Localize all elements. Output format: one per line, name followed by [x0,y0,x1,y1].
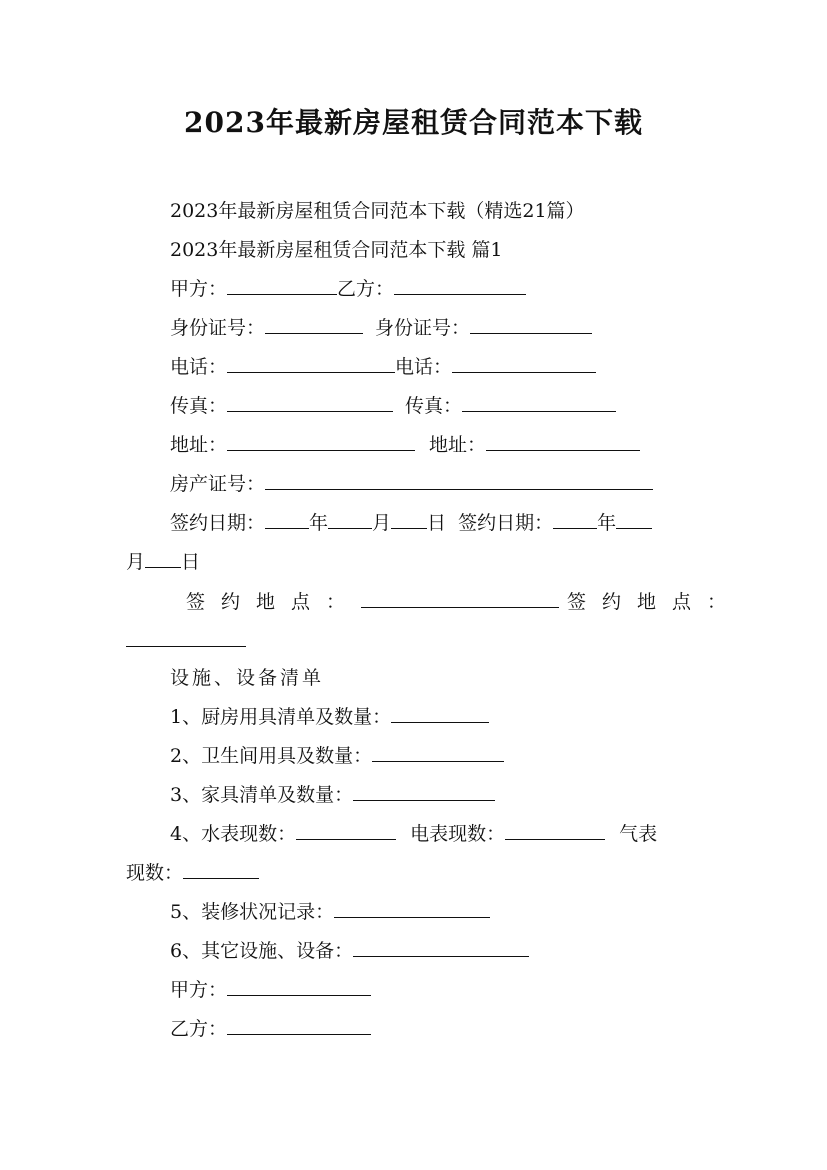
item-4-label: 4、水表现数： [170,823,297,845]
item-3-blank [353,782,495,801]
year-label-b: 年 [597,512,617,534]
phone-a-blank [227,354,395,373]
year-label: 年 [309,512,329,534]
addr-b-label: 地址： [429,434,487,456]
place-a-blank [361,589,559,608]
article-heading: 2023年最新房屋租赁合同范本下载 篇1 [170,239,503,261]
date-b-day-blank [145,549,181,568]
id-a-blank [265,315,363,334]
party-b-label: 乙方： [337,278,395,300]
addr-a-label: 地址： [170,434,228,456]
water-meter-blank [296,821,396,840]
phone-a-label: 电话： [170,356,228,378]
id-b-label: 身份证号： [375,317,471,339]
item-6-label: 6、其它设施、设备： [170,940,354,962]
fax-row [170,393,616,419]
sign-a-blank [227,977,371,996]
item-4-gas-label: 气表 [619,823,658,845]
item-5 [170,899,490,925]
gas-meter-blank [183,860,259,879]
month-label-b: 月 [126,551,146,573]
party-b-blank [394,276,526,295]
sign-b-label: 乙方： [170,1018,228,1040]
facilities-heading: 设施、设备清单 [170,667,325,689]
item-2 [170,743,504,769]
id-b-blank [470,315,592,334]
item-4-gas-label-cont: 现数： [126,862,184,884]
party-a-label: 甲方： [170,278,228,300]
date-a-month-blank [328,510,372,529]
item-4 [170,821,657,847]
electric-meter-blank [505,821,605,840]
deed-blank [265,471,653,490]
page-title: 2023年最新房屋租赁合同范本下载 [184,106,643,139]
date-b-year-blank [553,510,597,529]
id-a-label: 身份证号： [170,317,266,339]
phone-b-blank [452,354,596,373]
sign-a-label: 甲方： [170,979,228,1001]
item-3 [170,782,495,808]
item-2-label: 2、卫生间用具及数量： [170,745,373,767]
place-a-label: 签约地点： [186,591,362,613]
item-5-blank [334,899,490,918]
place-row [186,589,742,615]
day-label-b: 日 [181,551,201,573]
date-a-label: 签约日期： [170,512,266,534]
fax-b-blank [462,393,616,412]
item-2-blank [372,743,504,762]
sign-b-blank [227,1016,371,1035]
phone-b-label: 电话： [395,356,453,378]
item-4-electric-label: 电表现数： [410,823,506,845]
date-a-year-blank [265,510,309,529]
day-label: 日 [427,512,447,534]
phone-row [170,354,596,380]
place-b-blank [126,628,246,647]
month-label: 月 [372,512,392,534]
sign-party-b [170,1016,371,1042]
item-1-label: 1、厨房用具清单及数量： [170,706,392,728]
date-b-month-blank-1 [616,510,652,529]
sign-party-a [170,977,371,1003]
party-row [170,276,526,302]
party-a-blank [227,276,337,295]
sign-date-row-cont [126,549,200,575]
date-b-label: 签约日期： [458,512,554,534]
deed-label: 房产证号： [170,473,266,495]
address-row [170,432,640,458]
fax-a-label: 传真： [170,395,228,417]
item-3-label: 3、家具清单及数量： [170,784,354,806]
item-1-blank [391,704,489,723]
item-6-blank [353,938,529,957]
place-row-cont [126,628,246,654]
date-a-day-blank [391,510,427,529]
deed-row [170,471,653,497]
sign-date-row [170,510,652,536]
subtitle: 2023年最新房屋租赁合同范本下载（精选21篇） [170,200,585,222]
addr-a-blank [227,432,415,451]
item-6 [170,938,529,964]
addr-b-blank [486,432,640,451]
fax-b-label: 传真： [405,395,463,417]
fax-a-blank [227,393,393,412]
item-1 [170,704,489,730]
item-5-label: 5、装修状况记录： [170,901,335,923]
item-4-cont [126,860,259,886]
place-b-label: 签约地点： [567,591,743,613]
id-row [170,315,592,341]
